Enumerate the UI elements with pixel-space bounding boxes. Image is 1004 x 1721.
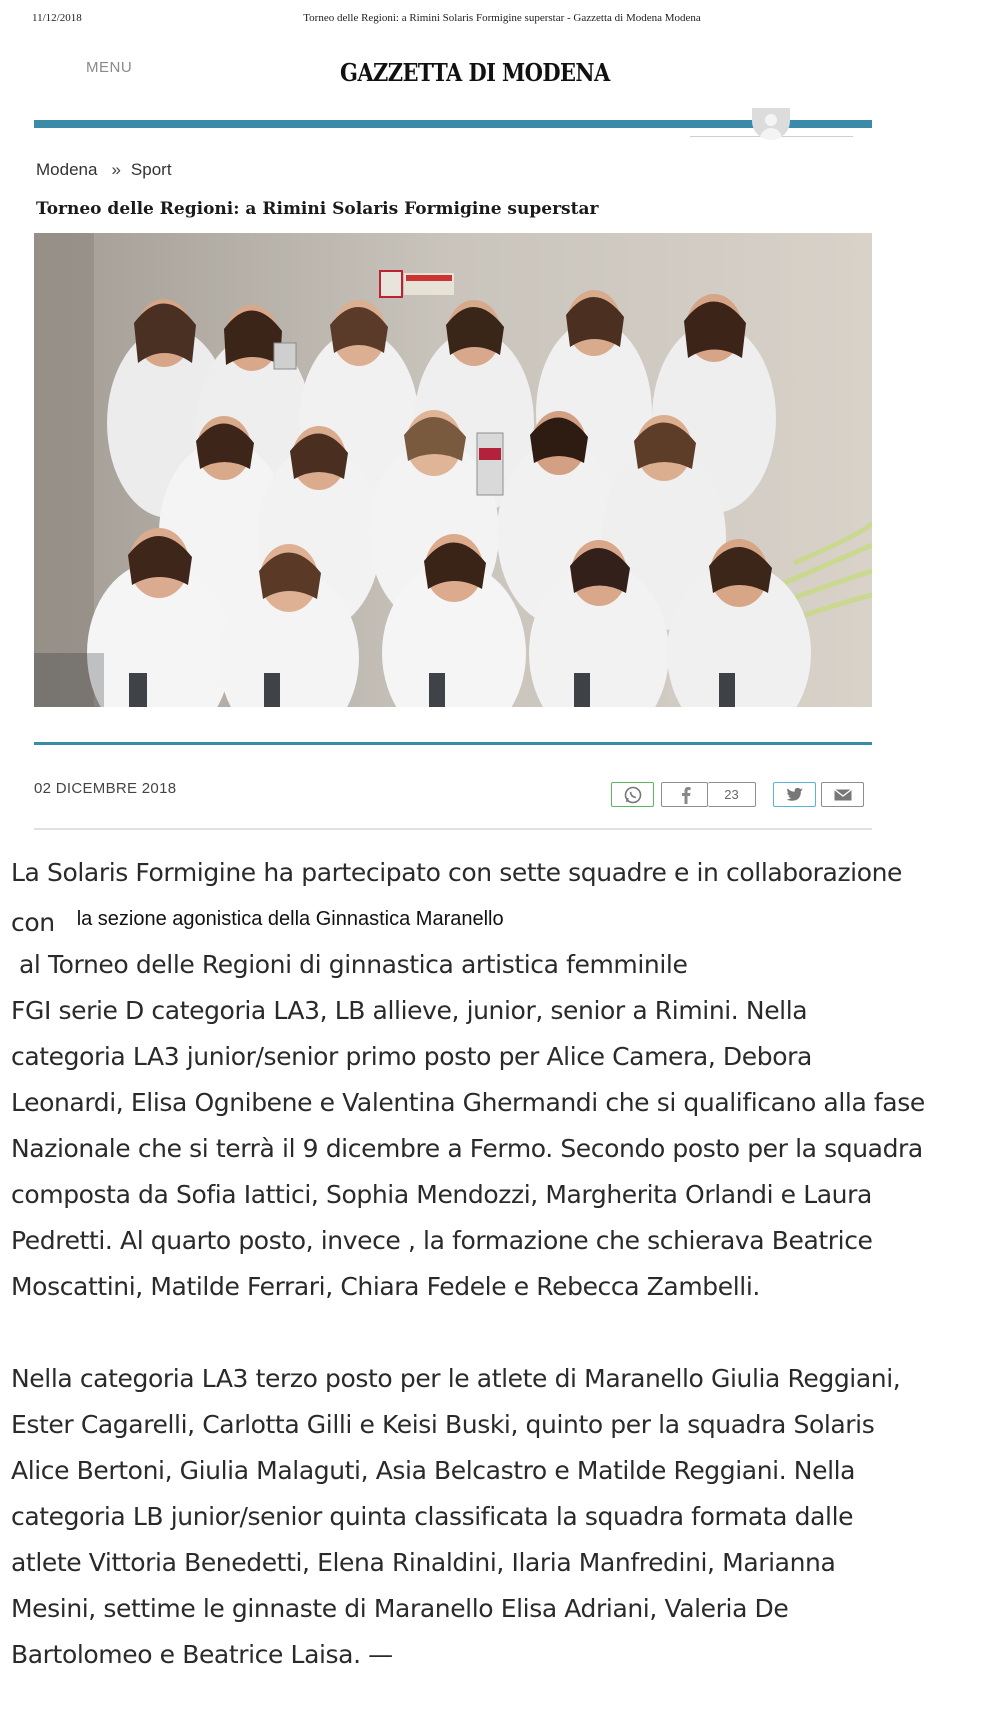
inserted-text: la sezione agonistica della Ginnastica Maranello — [76, 908, 504, 930]
header-divider — [34, 120, 872, 128]
facebook-share-count: 23 — [708, 782, 756, 807]
menu-button[interactable]: MENU — [86, 59, 133, 76]
body-line: Ester Cagarelli, Carlotta Gilli e Keisi Buski, quinto per la squadra Solaris — [11, 1410, 875, 1439]
body-line: Moscattini, Matilde Ferrari, Chiara Fedele e Rebecca Zambelli. — [11, 1272, 760, 1301]
meta-divider — [34, 828, 872, 830]
print-header — [0, 12, 1004, 28]
body-line: Nella categoria LA3 terzo posto per le atlete di Maranello Giulia Reggiani, — [11, 1364, 901, 1393]
facebook-icon — [679, 786, 693, 804]
publish-date: 02 DICEMBRE 2018 — [34, 780, 177, 797]
body-line: Pedretti. Al quarto posto, invece , la formazione che schierava Beatrice — [11, 1226, 873, 1255]
body-line — [11, 896, 996, 942]
body-line: Leonardi, Elisa Ognibene e Valentina Ghermandi che si qualificano alla fase — [11, 1088, 925, 1117]
share-whatsapp-button[interactable] — [611, 782, 654, 807]
breadcrumb — [36, 160, 172, 180]
twitter-icon — [786, 787, 804, 803]
body-line: categoria LA3 junior/senior primo posto per Alice Camera, Debora — [11, 1042, 812, 1071]
breadcrumb-item-sport[interactable]: Sport — [130, 160, 172, 179]
breadcrumb-item-modena[interactable]: Modena — [36, 160, 98, 179]
body-line: Nazionale che si terrà il 9 dicembre a Fermo. Secondo posto per la squadra — [11, 1134, 923, 1163]
breadcrumb-separator: » — [111, 160, 121, 179]
body-line: categoria LB junior/senior quinta classificata la squadra formata dalle — [11, 1502, 854, 1531]
body-line: FGI serie D categoria LA3, LB allieve, junior, senior a Rimini. Nella — [11, 996, 808, 1025]
body-line: Bartolomeo e Beatrice Laisa. — — [11, 1640, 393, 1669]
share-facebook-button[interactable] — [661, 782, 708, 807]
article-body — [11, 850, 996, 1678]
article-title: Torneo delle Regioni: a Rimini Solaris Formigine superstar — [36, 199, 599, 219]
body-line-con: con — [11, 908, 55, 937]
content-divider — [34, 742, 872, 745]
body-line: composta da Sofia Iattici, Sophia Mendozzi, Margherita Orlandi e Laura — [11, 1180, 872, 1209]
body-line: Alice Bertoni, Giulia Malaguti, Asia Belcastro e Matilde Reggiani. Nella — [11, 1456, 856, 1485]
body-line: La Solaris Formigine ha partecipato con sette squadre e in collaborazione — [11, 858, 903, 887]
share-mail-button[interactable] — [821, 782, 864, 807]
body-line: al Torneo delle Regioni di ginnastica artistica femminile — [19, 950, 688, 979]
body-line: Mesini, settime le ginnaste di Maranello Elisa Adriani, Valeria De — [11, 1594, 789, 1623]
body-line: atlete Vittoria Benedetti, Elena Rinaldini, Ilaria Manfredini, Marianna — [11, 1548, 836, 1577]
mail-icon — [834, 789, 852, 801]
whatsapp-icon — [623, 785, 643, 805]
article-photo — [34, 233, 872, 707]
share-twitter-button[interactable] — [773, 782, 816, 807]
print-page-title: Torneo delle Regioni: a Rimini Solaris Formigine superstar - Gazzetta di Modena Modena — [303, 12, 701, 24]
paragraph-gap — [11, 1310, 996, 1356]
site-logo[interactable]: GAZZETTA DI MODENA — [340, 58, 610, 87]
print-date: 11/12/2018 — [32, 12, 82, 24]
